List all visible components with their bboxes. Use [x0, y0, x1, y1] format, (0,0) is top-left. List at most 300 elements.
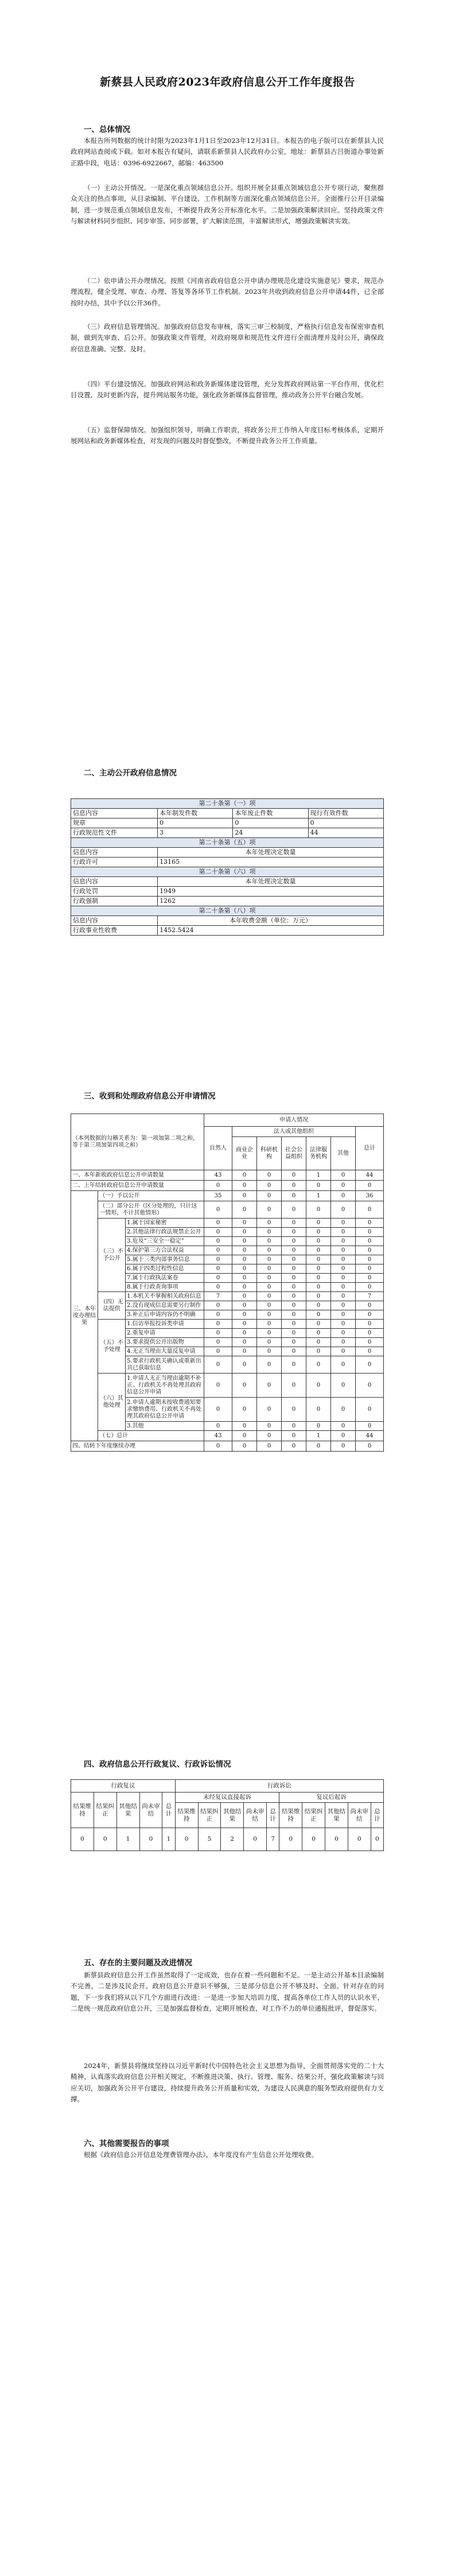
t3-cell: 0 — [204, 1264, 232, 1274]
t3-cell: 0 — [232, 1201, 257, 1219]
t4-cell: 0 — [244, 1828, 267, 1851]
t3-cell: 7 — [356, 1292, 384, 1301]
t4-col: 总计 — [371, 1803, 383, 1828]
t3-cell: 0 — [331, 1310, 356, 1320]
t4-cell: 0 — [279, 1828, 302, 1851]
t3-cell: 0 — [204, 1441, 232, 1452]
t2-cell: 1949 — [158, 887, 384, 897]
t3-cell: 0 — [232, 1237, 257, 1246]
t4-cell: 0 — [139, 1828, 162, 1851]
review-litigation-table — [71, 1779, 384, 1851]
t3-row — [71, 1374, 384, 1398]
t3-cell: 0 — [331, 1422, 356, 1431]
t3-cell: 0 — [204, 1329, 232, 1338]
section-2-heading: 二、主动公开政府信息情况 — [84, 769, 177, 778]
t3-cell: 0 — [257, 1246, 282, 1255]
t4-cell: 0 — [71, 1828, 94, 1851]
t2-col: 信息内容 — [71, 809, 158, 818]
t3-row-label: 6.属于四类过程性信息 — [126, 1264, 204, 1274]
t2-cell: 3 — [158, 828, 233, 838]
t4-cell: 0 — [348, 1828, 371, 1851]
t2-col: 信息内容 — [71, 877, 158, 887]
t3-cell: 43 — [204, 1170, 232, 1181]
doc-title: 新蔡县人民政府2023年政府信息公开工作年度报告 — [100, 76, 355, 88]
t3-cell: 0 — [331, 1264, 356, 1274]
t3-cell: 0 — [232, 1374, 257, 1398]
t3-row — [71, 1431, 384, 1441]
t3-cell: 0 — [282, 1310, 306, 1320]
t3-cell: 0 — [356, 1201, 384, 1219]
t3-cell: 0 — [257, 1422, 282, 1431]
t2-cell: 1262 — [158, 897, 384, 906]
t3-cell: 0 — [331, 1181, 356, 1191]
t4-col: 结果维持 — [71, 1793, 94, 1828]
t3-cell: 0 — [356, 1338, 384, 1347]
t3-row — [71, 1181, 384, 1191]
t3-cell: 0 — [204, 1181, 232, 1191]
t4-col: 结果纠正 — [198, 1803, 221, 1828]
t4-col: 结果维持 — [175, 1803, 198, 1828]
t3-cell: 0 — [232, 1181, 257, 1191]
t3-cell: 0 — [232, 1264, 257, 1274]
t3-cell: 0 — [257, 1264, 282, 1274]
t3-cell: 0 — [356, 1274, 384, 1283]
t2-row-header: 第二十条第（五）项 — [71, 838, 384, 848]
t3-cell: 0 — [282, 1201, 306, 1219]
t3-cell: 0 — [204, 1201, 232, 1219]
t3-row-label: 1.信访举报投诉类申请 — [126, 1320, 204, 1329]
t4-cell: 2 — [221, 1828, 244, 1851]
t3-corner: （本列数据的勾稽关系为：第一项加第二项之和，等于第三项加第四项之和） — [71, 1114, 204, 1170]
t3-cell: 0 — [282, 1255, 306, 1264]
t4-col: 尚未审结 — [244, 1803, 267, 1828]
t3-cell: 35 — [204, 1191, 232, 1201]
t3-cell: 0 — [204, 1310, 232, 1320]
t3-cell: 0 — [282, 1431, 306, 1441]
t3-col: 科研机构 — [257, 1137, 282, 1170]
t3-cell: 0 — [306, 1246, 331, 1255]
t3-row-label: 8.属于行政查询事项 — [126, 1283, 204, 1292]
t3-cell: 0 — [282, 1228, 306, 1237]
t3-cell: 0 — [204, 1398, 232, 1422]
t3-cell: 0 — [257, 1237, 282, 1246]
t3-cell: 1 — [306, 1431, 331, 1441]
t3-cell: 0 — [257, 1181, 282, 1191]
t3-cell: 0 — [257, 1347, 282, 1356]
t2-row-header: 第二十条第（一）项 — [71, 799, 384, 809]
t3-cell: 1 — [306, 1191, 331, 1201]
t3-natural: 自然人 — [204, 1127, 232, 1170]
t3-cell: 0 — [306, 1201, 331, 1219]
t3-cell: 0 — [356, 1228, 384, 1237]
t3-cell: 0 — [356, 1441, 384, 1452]
t3-cell: 43 — [204, 1431, 232, 1441]
t3-cell: 0 — [282, 1441, 306, 1452]
t3-cell: 0 — [257, 1191, 282, 1201]
t3-row-label: 二、上年结转政府信息公开申请数量 — [71, 1181, 204, 1191]
application-handling-table — [71, 1114, 384, 1452]
t2-cell: 0 — [308, 818, 383, 828]
t3-row-label: （一）予以公开 — [98, 1191, 204, 1201]
t3-cell: 0 — [306, 1320, 331, 1329]
t3-cell: 0 — [282, 1320, 306, 1329]
t3-cell: 0 — [282, 1292, 306, 1301]
t3-cell: 36 — [356, 1191, 384, 1201]
other-para: 根据《政府信息公开信息处理费管理办法》，本年度没有产生信息公开处理收费。 — [84, 2151, 318, 2159]
t3-row-label: 1.本机关不掌握相关政府信息 — [126, 1292, 204, 1301]
t3-cell: 0 — [331, 1219, 356, 1228]
t4-litigation: 行政诉讼 — [175, 1780, 383, 1793]
t3-cell: 0 — [331, 1441, 356, 1452]
t3-cell: 0 — [282, 1374, 306, 1398]
t3-cell: 0 — [257, 1292, 282, 1301]
t3-cell: 0 — [306, 1374, 331, 1398]
t3-cell: 0 — [257, 1255, 282, 1264]
t2-cell: 0 — [233, 818, 308, 828]
t4-after: 复议后起诉 — [279, 1793, 384, 1803]
t3-cell: 44 — [356, 1431, 384, 1441]
t2-cell: 行政强制 — [71, 897, 158, 906]
t3-cell: 0 — [331, 1356, 356, 1374]
t3-applicant-header: 申请人情况 — [204, 1114, 384, 1127]
t3-cell: 0 — [331, 1301, 356, 1310]
t3-cell: 0 — [257, 1329, 282, 1338]
t3-cell: 1 — [306, 1170, 331, 1181]
t3-cell: 0 — [282, 1246, 306, 1255]
t3-cell: 0 — [232, 1431, 257, 1441]
t3-cell: 0 — [232, 1422, 257, 1431]
t3-row-label: 一、本年新收政府信息公开申请数量 — [71, 1170, 204, 1181]
t3-cell: 0 — [232, 1329, 257, 1338]
t3-cell: 0 — [356, 1181, 384, 1191]
t3-cell: 0 — [306, 1237, 331, 1246]
t3-cell: 0 — [282, 1301, 306, 1310]
t3-cell: 0 — [356, 1301, 384, 1310]
t3-cell: 0 — [204, 1228, 232, 1237]
t3-cell: 0 — [306, 1338, 331, 1347]
t4-col: 结果纠正 — [302, 1803, 325, 1828]
t3-row-label: 1.属于国家秘密 — [126, 1219, 204, 1228]
t3-row-label: （二）部分公开（区分处理的，只计这一情形，不计其他情形） — [98, 1201, 204, 1219]
t3-cell: 0 — [306, 1264, 331, 1274]
t4-cell: 0 — [175, 1828, 198, 1851]
t3-cell: 0 — [356, 1320, 384, 1329]
t3-cell: 0 — [282, 1347, 306, 1356]
t2-col: 本年收费金额（单位：万元） — [158, 916, 384, 926]
t3-cell: 0 — [282, 1181, 306, 1191]
t3-row-label: 2.没有现成信息需要另行制作 — [126, 1301, 204, 1310]
t2-col: 本年制发件数 — [158, 809, 233, 818]
t3-cell: 0 — [356, 1398, 384, 1422]
t3-cell: 0 — [204, 1274, 232, 1283]
t3-row-label: 4.保护第三方合法权益 — [126, 1246, 204, 1255]
t3-cell: 0 — [306, 1301, 331, 1310]
t2-col: 信息内容 — [71, 916, 158, 926]
t3-row-label: 7.属于行政执法案卷 — [126, 1274, 204, 1283]
t3-cell: 0 — [257, 1219, 282, 1228]
t3-cell: 0 — [331, 1237, 356, 1246]
overview-para-1: （一）主动公开情况。一是深化重点领域信息公开。组织开展全县重点领域信息公开专项行动，聚焦群众关注的热点事项，从目录编制、平台建设、工作机制等方面深化重点领域信息公开。全面推行公开目录编制，进一步规范重点领域信息发布，不断提升政务公开标准化水平。二是加强政策解读回应。坚持政策文件与解读材料同步组织、同步审签、同步部署，扩大解读范围，丰富解读形式，增强政策解读实效。 — [71, 184, 384, 226]
t3-row-label: 1.申请人无正当理由逾期不补正、行政机关不再处理其政府信息公开申请 — [126, 1374, 204, 1398]
t3-cell: 0 — [257, 1338, 282, 1347]
t3-cell: 0 — [282, 1219, 306, 1228]
t3-row — [71, 1170, 384, 1181]
t3-cell: 0 — [232, 1191, 257, 1201]
t3-cell: 0 — [257, 1356, 282, 1374]
t3-cell: 0 — [204, 1356, 232, 1374]
t3-cell: 0 — [257, 1441, 282, 1452]
t3-cell: 0 — [232, 1338, 257, 1347]
t3-cell: 0 — [356, 1347, 384, 1356]
t3-cell: 0 — [257, 1320, 282, 1329]
t3-subgroup-label: （四）无法提供 — [98, 1292, 126, 1320]
t3-cell: 0 — [232, 1441, 257, 1452]
t2-cell: 规章 — [71, 818, 158, 828]
t3-row — [71, 1292, 384, 1301]
t3-cell: 0 — [204, 1347, 232, 1356]
t3-cell: 0 — [331, 1201, 356, 1219]
t2-col: 本年处理决定数量 — [158, 848, 384, 858]
t3-cell: 0 — [282, 1356, 306, 1374]
t3-cell: 0 — [282, 1237, 306, 1246]
t3-row-label: 四、结转下年度继续办理 — [71, 1441, 204, 1452]
t4-col: 其他结果 — [221, 1803, 244, 1828]
t3-cell: 0 — [232, 1283, 257, 1292]
t3-row-label: 3.其他 — [126, 1422, 204, 1431]
t2-cell: 24 — [233, 828, 308, 838]
t3-row-label: 3.危及“三安全一稳定” — [126, 1237, 204, 1246]
t3-row-label: 5.要求行政机关确认或重新出具已获取信息 — [126, 1356, 204, 1374]
t3-cell: 0 — [356, 1329, 384, 1338]
t3-cell: 0 — [204, 1422, 232, 1431]
t3-cell: 0 — [306, 1441, 331, 1452]
t3-cell: 0 — [306, 1181, 331, 1191]
t3-subgroup-label: （五）不予处理 — [98, 1320, 126, 1374]
t3-cell: 0 — [356, 1264, 384, 1274]
t3-cell: 0 — [331, 1292, 356, 1301]
t3-cell: 0 — [331, 1320, 356, 1329]
t3-row-label: 2.申请人逾期未按收费通知要求缴纳费用、行政机关不再处理其政府信息公开申请 — [126, 1398, 204, 1422]
proactive-disclosure-table — [71, 798, 384, 936]
t3-cell: 0 — [257, 1301, 282, 1310]
t4-cell: 1 — [116, 1828, 139, 1851]
t4-col: 尚未审结 — [348, 1803, 371, 1828]
t3-total: 总计 — [356, 1127, 384, 1170]
t3-cell: 0 — [306, 1422, 331, 1431]
t3-row — [71, 1320, 384, 1329]
t3-cell: 0 — [204, 1301, 232, 1310]
t3-row — [71, 1219, 384, 1228]
t3-cell: 0 — [232, 1219, 257, 1228]
t3-cell: 0 — [306, 1398, 331, 1422]
issues-para-1: 2024年，新蔡县将继续坚持以习近平新时代中国特色社会主义思想为指导，全面贯彻落实党的二十大精神，认真落实政府信息公开相关规定，不断推进决策、执行、管理、服务、结果公开，强化政策解读与回应关切，加强政务公开平台建设，持续提升政务公开质量和实效，为建设人民满意的服务型政府提供有力支撑。 — [71, 2062, 384, 2104]
t4-cell: 0 — [302, 1828, 325, 1851]
t4-cell: 1 — [162, 1828, 175, 1851]
t3-cell: 0 — [204, 1246, 232, 1255]
t4-cell: 0 — [325, 1828, 348, 1851]
t2-cell: 行政许可 — [71, 858, 158, 867]
t4-col: 其他结果 — [325, 1803, 348, 1828]
t2-cell: 13165 — [158, 858, 384, 867]
t3-cell: 0 — [232, 1228, 257, 1237]
t3-col: 商业企业 — [232, 1137, 257, 1170]
t3-cell: 0 — [306, 1274, 331, 1283]
t3-row-label: 4.无正当理由大量反复申请 — [126, 1347, 204, 1356]
t2-cell: 行政处罚 — [71, 887, 158, 897]
t3-cell: 0 — [204, 1255, 232, 1264]
t4-review: 行政复议 — [71, 1780, 176, 1793]
t4-col: 结果维持 — [279, 1803, 302, 1828]
t4-col: 其他结果 — [116, 1793, 139, 1828]
t3-cell: 0 — [356, 1283, 384, 1292]
t3-cell: 0 — [356, 1310, 384, 1320]
t3-cell: 0 — [331, 1374, 356, 1398]
t3-cell: 7 — [204, 1292, 232, 1301]
t3-cell: 0 — [306, 1329, 331, 1338]
t3-cell: 0 — [204, 1237, 232, 1246]
t3-subgroup-label: （六）其他处理 — [98, 1374, 126, 1431]
t3-row-label: 3.补正后申请内容仍不明确 — [126, 1310, 204, 1320]
t3-cell: 0 — [232, 1347, 257, 1356]
issues-para-0: 新蔡县政府信息公开工作虽然取得了一定成效，也存在着一些问题和不足。一是主动公开基本目录编制不完善，二是涉及民企开。政府信息公开意识不够强，三是部分信息公开不够及时、全面。针对存在的问题，下一步我们将从以下几个方面进行改进：一是进一步加大培训力度，提高各单位工作人员的认识水平，二是统一规范政府信息公开，三是加强监督检查，定期开展检查，对工作不力的单位通报批评，督促落实。 — [71, 1971, 384, 2013]
t2-row-header: 第二十条第（八）项 — [71, 906, 384, 916]
t4-col: 尚未审结 — [139, 1793, 162, 1828]
t3-row — [71, 1191, 384, 1201]
t3-cell: 0 — [204, 1320, 232, 1329]
t3-cell: 0 — [356, 1219, 384, 1228]
t3-cell: 0 — [232, 1310, 257, 1320]
t4-direct: 未经复议直接起诉 — [175, 1793, 279, 1803]
t2-col: 现行有效件数 — [308, 809, 383, 818]
t3-cell: 0 — [356, 1237, 384, 1246]
t2-col: 本年处理决定数量 — [158, 877, 384, 887]
section-3-heading: 三、收到和处理政府信息公开申请情况 — [84, 1092, 216, 1101]
t3-row-label: 5.属于三类内部事务信息 — [126, 1255, 204, 1264]
t3-cell: 44 — [356, 1170, 384, 1181]
t3-cell: 0 — [282, 1191, 306, 1201]
t3-cell: 0 — [257, 1274, 282, 1283]
t3-cell: 0 — [257, 1374, 282, 1398]
t3-cell: 0 — [331, 1431, 356, 1441]
t4-cell: 0 — [371, 1828, 383, 1851]
t4-cell: 5 — [198, 1828, 221, 1851]
t2-cell: 行政规范性文件 — [71, 828, 158, 838]
t3-cell: 0 — [306, 1219, 331, 1228]
t3-cell: 0 — [282, 1283, 306, 1292]
t3-row — [71, 1441, 384, 1452]
section-4-heading: 四、政府信息公开行政复议、行政诉讼情况 — [84, 1760, 231, 1769]
t3-row-label: 3.要求提供公开出版物 — [126, 1338, 204, 1347]
t3-row — [71, 1201, 384, 1219]
t3-cell: 0 — [204, 1374, 232, 1398]
overview-para-0: 本报告所列数据的统计时限为2023年1月1日至2023年12月31日。本报告的电子版可以在新蔡县人民政府网站查阅或下载。如对本报告有疑问，请联系新蔡县人民政府办公室，地址：新蔡县古吕街道办事处新正路中段，电话：0396-6922667，邮编：463500 — [71, 137, 384, 167]
section-1-heading: 一、总体情况 — [84, 125, 130, 134]
t4-col: 总计 — [267, 1803, 279, 1828]
t3-cell: 0 — [232, 1398, 257, 1422]
t3-cell: 0 — [232, 1170, 257, 1181]
t3-cell: 0 — [331, 1329, 356, 1338]
t2-cell: 44 — [308, 828, 383, 838]
overview-para-5: （五）监督保障情况。加强组织领导，明确工作职责，将政务公开工作纳入年度目标考核体系，定期开展网站和政务新媒体检查，对发现的问题及时督促整改，不断提升政务公开工作质量。 — [71, 426, 384, 445]
t2-row-header: 第二十条第（六）项 — [71, 867, 384, 877]
t3-cell: 0 — [356, 1356, 384, 1374]
t4-cell: 0 — [94, 1828, 116, 1851]
t2-col: 信息内容 — [71, 848, 158, 858]
t3-cell: 0 — [356, 1374, 384, 1398]
t3-cell: 0 — [282, 1329, 306, 1338]
t3-cell: 0 — [232, 1301, 257, 1310]
t3-cell: 0 — [232, 1292, 257, 1301]
t3-cell: 0 — [306, 1228, 331, 1237]
t3-cell: 0 — [257, 1431, 282, 1441]
section-6-heading: 六、其他需要报告的事项 — [84, 2139, 169, 2148]
t4-cell: 7 — [267, 1828, 279, 1851]
t4-col: 结果纠正 — [94, 1793, 116, 1828]
t3-cell: 0 — [257, 1283, 282, 1292]
t3-legal: 法人或其他组织 — [232, 1127, 356, 1137]
t3-cell: 0 — [282, 1170, 306, 1181]
t3-cell: 0 — [257, 1310, 282, 1320]
t3-cell: 0 — [331, 1274, 356, 1283]
t3-col: 其他 — [331, 1137, 356, 1170]
t3-cell: 0 — [232, 1320, 257, 1329]
overview-para-4: （四）平台建设情况。加强政府网站和政务新媒体建设管理，充分发挥政府网站第一平台作用，优化栏目设置，及时更新内容，提升网站服务功能，强化政务新媒体监督管理，推动政务公开平台融合发展。 — [71, 380, 384, 399]
t3-row-label: 2.重复申请 — [126, 1329, 204, 1338]
t3-group-label: 三、本年度办理结果 — [71, 1191, 98, 1441]
t4-col: 总计 — [162, 1793, 175, 1828]
t2-cell: 0 — [158, 818, 233, 828]
t3-col: 社会公益组织 — [282, 1137, 306, 1170]
t3-cell: 0 — [306, 1255, 331, 1264]
t3-cell: 0 — [232, 1255, 257, 1264]
t3-cell: 0 — [331, 1246, 356, 1255]
t3-cell: 0 — [331, 1398, 356, 1422]
t3-cell: 0 — [257, 1398, 282, 1422]
t3-cell: 0 — [232, 1356, 257, 1374]
t3-cell: 0 — [282, 1422, 306, 1431]
t3-cell: 0 — [257, 1201, 282, 1219]
t3-cell: 0 — [204, 1219, 232, 1228]
t3-cell: 0 — [331, 1228, 356, 1237]
t3-cell: 0 — [257, 1170, 282, 1181]
t3-cell: 0 — [331, 1283, 356, 1292]
t3-cell: 0 — [232, 1274, 257, 1283]
t3-cell: 0 — [331, 1347, 356, 1356]
t3-col: 法律服务机构 — [306, 1137, 331, 1170]
t3-cell: 0 — [204, 1283, 232, 1292]
t3-cell: 0 — [204, 1338, 232, 1347]
t3-cell: 0 — [306, 1356, 331, 1374]
section-5-heading: 五、存在的主要问题及改进情况 — [84, 1958, 192, 1968]
t3-cell: 0 — [331, 1255, 356, 1264]
overview-para-2: （二）依申请公开办理情况。按照《河南省政府信息公开申请办理规范化建设实施意见》要求，规范办理流程，健全受理、审查、办理、答复等各环节工作机制。2023年共收到政府信息公开申请44件，已全部按时办结，其中予以公开36件。 — [71, 277, 384, 307]
t3-subgroup-label: （三）不予公开 — [98, 1219, 126, 1292]
t3-cell: 0 — [356, 1246, 384, 1255]
t3-cell: 0 — [356, 1422, 384, 1431]
t3-cell: 0 — [282, 1338, 306, 1347]
overview-para-3: （三）政府信息管理情况。加强政府信息发布审核，落实三审三校制度，严格执行信息发布保密审查机制，做到先审查、后公开。加强政策文件管理，对政府规章和规范性文件进行全面清理并及时公开，确保政府信息准确、完整、及时。 — [71, 323, 384, 353]
t2-cell: 行政事业性收费 — [71, 926, 158, 936]
t3-cell: 0 — [331, 1170, 356, 1181]
t3-cell: 0 — [232, 1246, 257, 1255]
t3-cell: 0 — [331, 1191, 356, 1201]
t3-cell: 0 — [306, 1292, 331, 1301]
t3-cell: 0 — [356, 1255, 384, 1264]
t3-cell: 0 — [282, 1398, 306, 1422]
t3-cell: 0 — [306, 1310, 331, 1320]
t3-cell: 0 — [282, 1274, 306, 1283]
t3-row-label: （七）总计 — [98, 1431, 204, 1441]
